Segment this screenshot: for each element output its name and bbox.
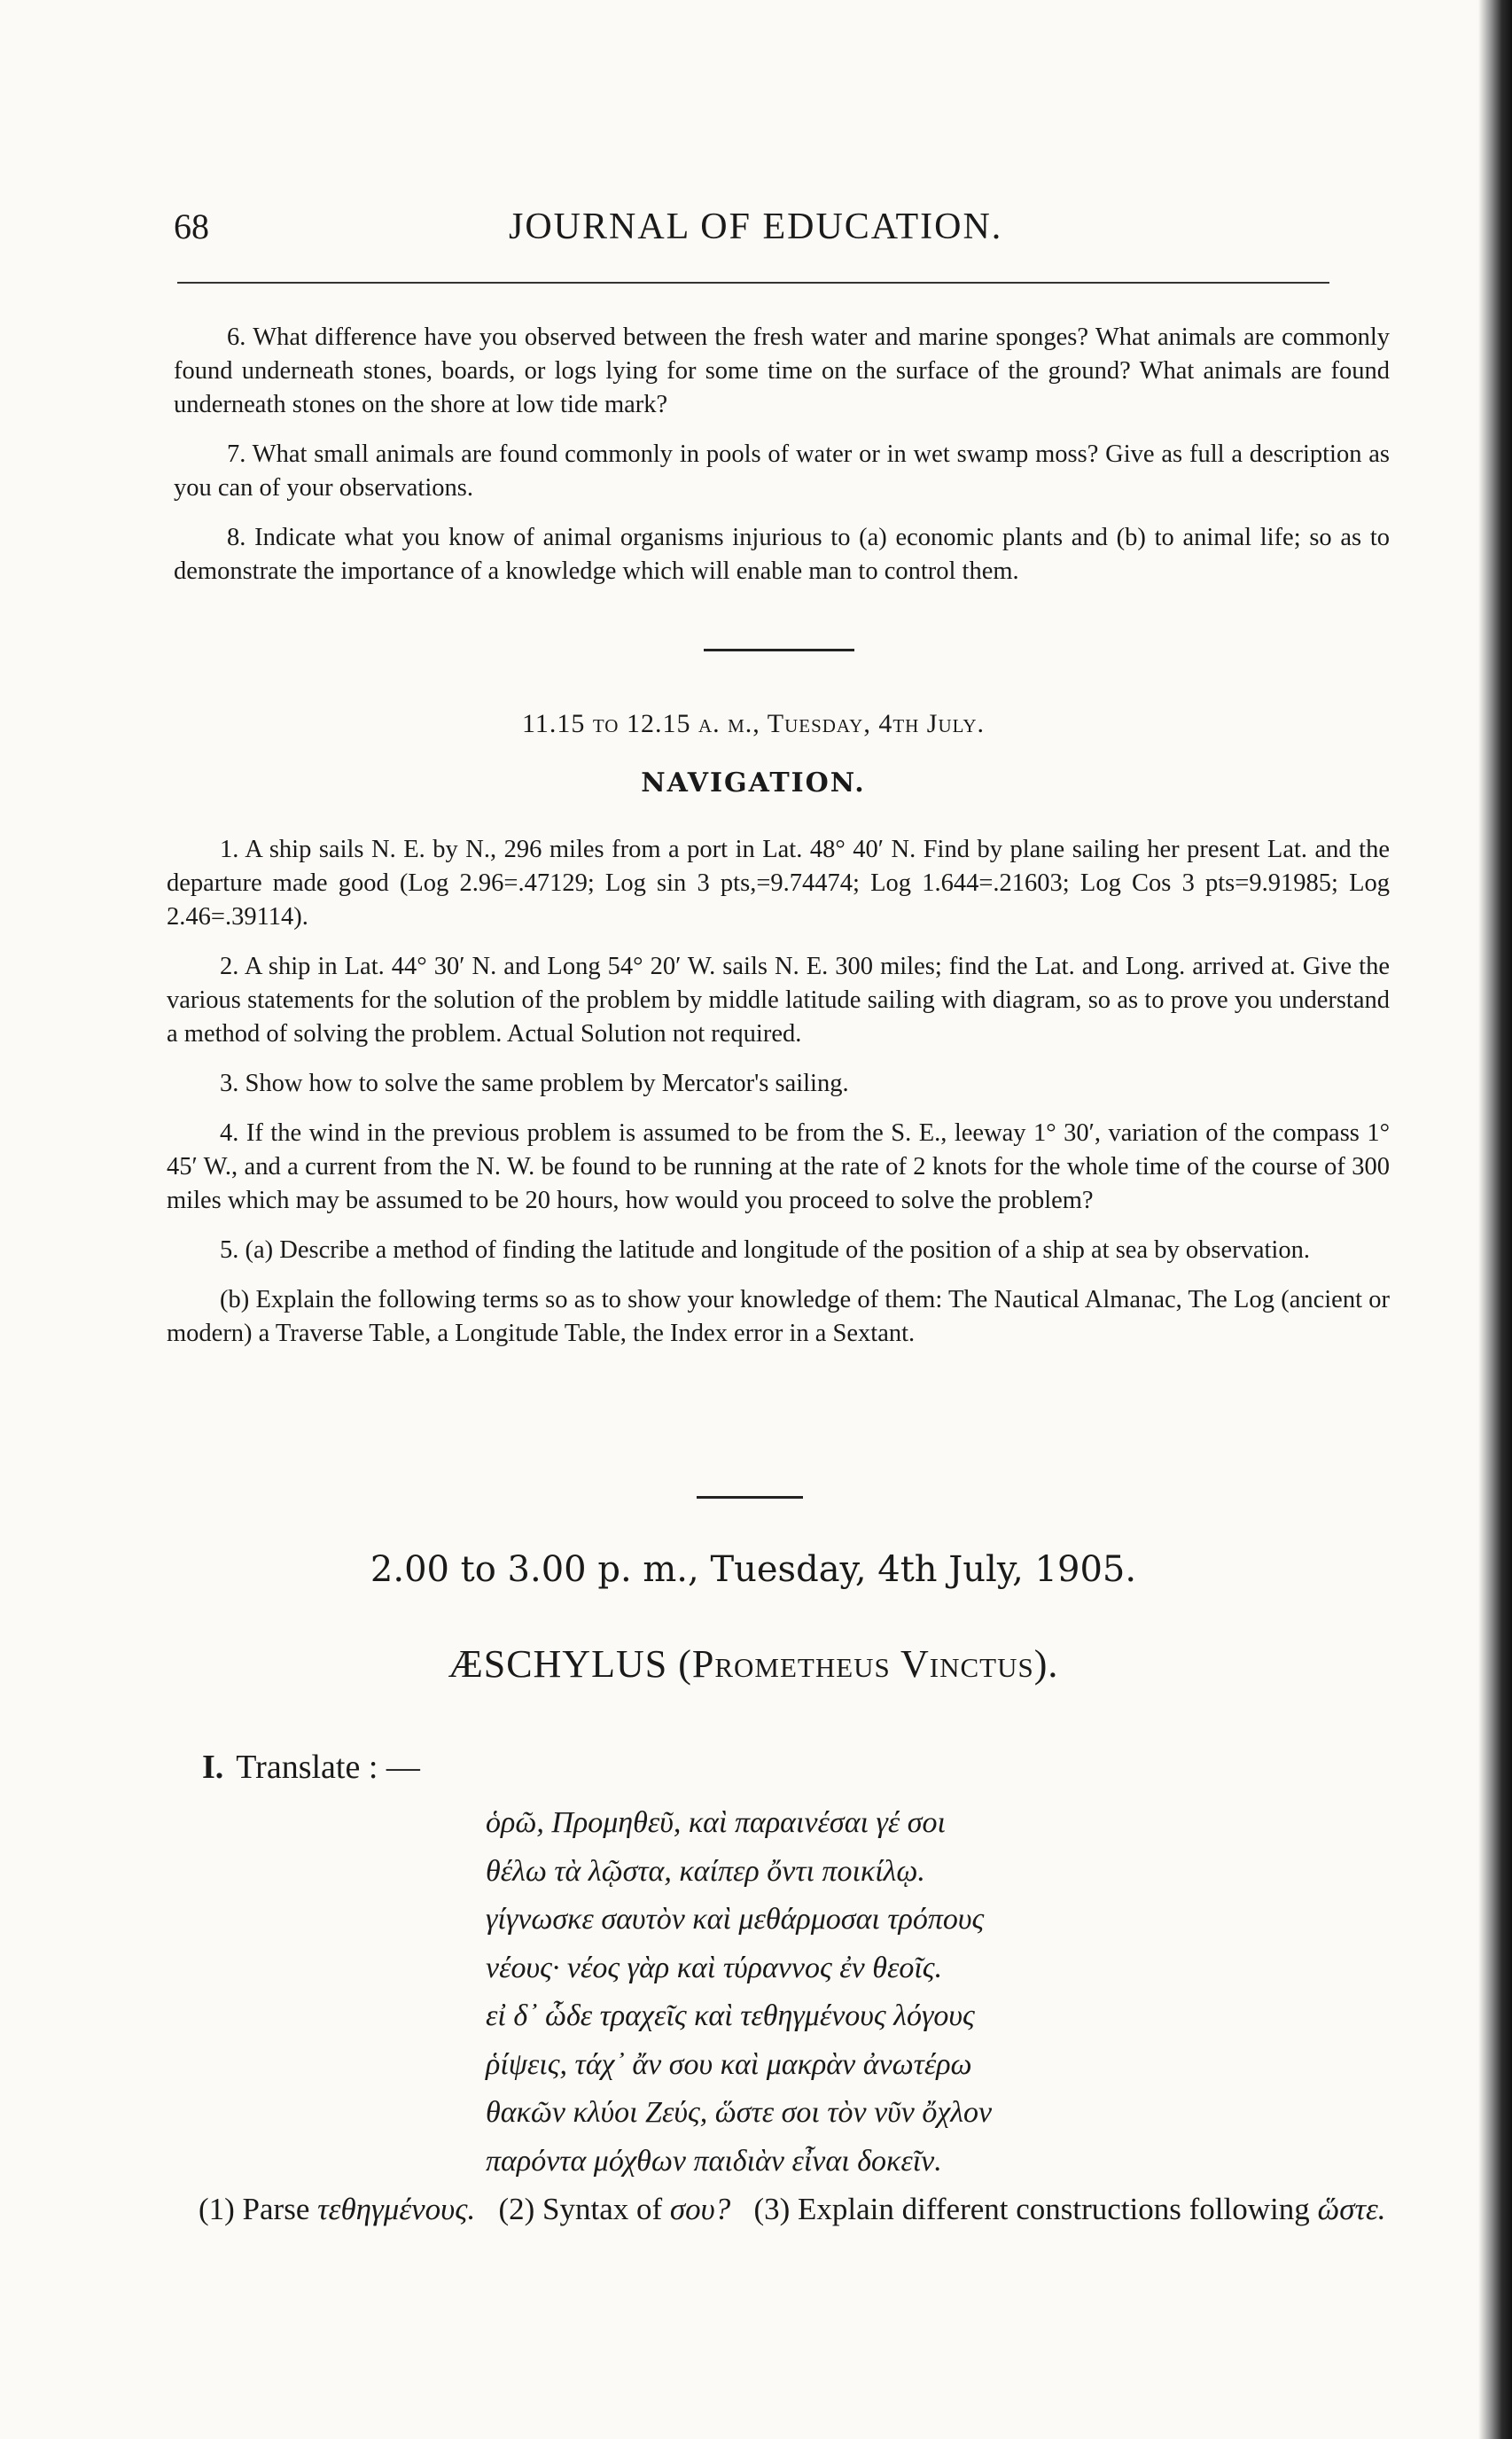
followup-part: (2) Syntax of (498, 2192, 663, 2226)
followup-greek: ὥστε. (1317, 2192, 1386, 2226)
nav-question-1: 1. A ship sails N. E. by N., 296 miles from a port in Lat. 48° 40′ N. Find by plane sailing her present Lat. and the departure made good (Log 2.96=.47129; Log sin 3 pts,=9.74474; Log 1.644=.21603; Log Cos 3 pts=9.91985; Log 2.46=.39114). (167, 836, 1390, 931)
aeschylus-followup-questions (168, 2187, 1391, 2232)
navigation-questions (167, 833, 1390, 1367)
followup-part: (3) Explain different constructions following (753, 2192, 1310, 2226)
followup-greek: τεθηγμένους. (317, 2192, 476, 2226)
greek-passage (486, 1799, 992, 2186)
navigation-session-time: 11.15 to 12.15 a. m., Tuesday, 4th July. (521, 709, 986, 738)
nav-question-5a: 5. (a) Describe a method of finding the latitude and longitude of the position of a ship at sea by observation. (220, 1236, 1310, 1264)
zoology-questions (174, 321, 1390, 604)
nav-question-2: 2. A ship in Lat. 44° 30′ N. and Long 54° 20′ W. sails N. E. 300 miles; find the Lat. and Long. arrived at. Give the various statements for the solution of the problem by middle latitude sailing with diagram, so as to prove you understand a method of solving the problem. Actual Solution not required. (167, 953, 1390, 1048)
question-8: 8. Indicate what you know of animal organisms injurious to (a) economic plants and (b) to animal life; so as to demonstrate the importance of a knowledge which will enable man to control them. (174, 524, 1390, 585)
navigation-title: NAVIGATION. (641, 768, 866, 799)
page-header (174, 206, 1397, 259)
greek-line: ὁρῶ, Προμηθεῦ, καὶ παραινέσαι γέ σοι (486, 1806, 946, 1839)
book-spine-edge (1478, 0, 1512, 2439)
greek-line: νέους· νέος γὰρ καὶ τύραννος ἐν θεοῖς. (486, 1951, 943, 1984)
running-title: JOURNAL OF EDUCATION. (509, 206, 1003, 247)
nav-question-3: 3. Show how to solve the same problem by Mercator's sailing. (220, 1070, 849, 1097)
question-7: 7. What small animals are found commonly in pools of water or in wet swamp moss? Give as full a description as you can of your observations. (174, 440, 1390, 502)
header-rule (177, 282, 1329, 284)
nav-question-4: 4. If the wind in the previous problem is assumed to be from the S. E., leeway 1° 30′, variation of the compass 1° 45′ W., and a current from the N. W. be found to be running at the rate of 2 knots for the whole time of the course of 300 miles which may be assumed to be 20 hours, how would you proceed to solve the problem? (167, 1119, 1390, 1214)
translate-instruction (202, 1748, 420, 1787)
question-number: I. (202, 1749, 224, 1786)
greek-line: θακῶν κλύοι Ζεύς, ὥστε σοι τὸν νῦν ὄχλον (486, 2096, 993, 2129)
section-divider (697, 1496, 803, 1499)
aeschylus-title (177, 1641, 1329, 1687)
greek-line: εἰ δ᾽ ὧδε τραχεῖς καὶ τεθηγμένους λόγους (486, 1999, 975, 2032)
translate-label: Translate : — (236, 1749, 420, 1786)
greek-line: θέλω τὰ λῷστα, καίπερ ὄντι ποικίλῳ. (486, 1854, 925, 1888)
section-divider (704, 649, 854, 651)
followup-greek: σου? (669, 2192, 731, 2226)
aeschylus-title-main: ÆSCHYLUS (448, 1642, 668, 1686)
greek-line: γίγνωσκε σαυτὸν καὶ μεθάρμοσαι τρόπους (486, 1903, 985, 1936)
greek-line: ῥίψεις, τάχ᾽ ἄν σου καὶ μακρὰν ἀνωτέρω (486, 2047, 972, 2081)
aeschylus-title-sub: (Prometheus Vinctus). (678, 1642, 1059, 1686)
question-6: 6. What difference have you observed between the fresh water and marine sponges? What animals are commonly found underneath stones, boards, or logs lying for some time on the surface of the ground? What animals are found underneath stones on the shore at low tide mark? (174, 323, 1390, 418)
greek-line: παρόντα μόχθων παιδιὰν εἶναι δοκεῖν. (486, 2144, 942, 2178)
page-number: 68 (174, 206, 209, 246)
aeschylus-session-time: 2.00 to 3.00 p. m., Tuesday, 4th July, 1905. (370, 1549, 1137, 1590)
followup-part: (1) Parse (199, 2192, 310, 2226)
nav-question-5b: (b) Explain the following terms so as to show your knowledge of them: The Nautical Almanac, The Log (ancient or modern) a Traverse Table, a Longitude Table, the Index error in a Sextant. (167, 1286, 1390, 1347)
